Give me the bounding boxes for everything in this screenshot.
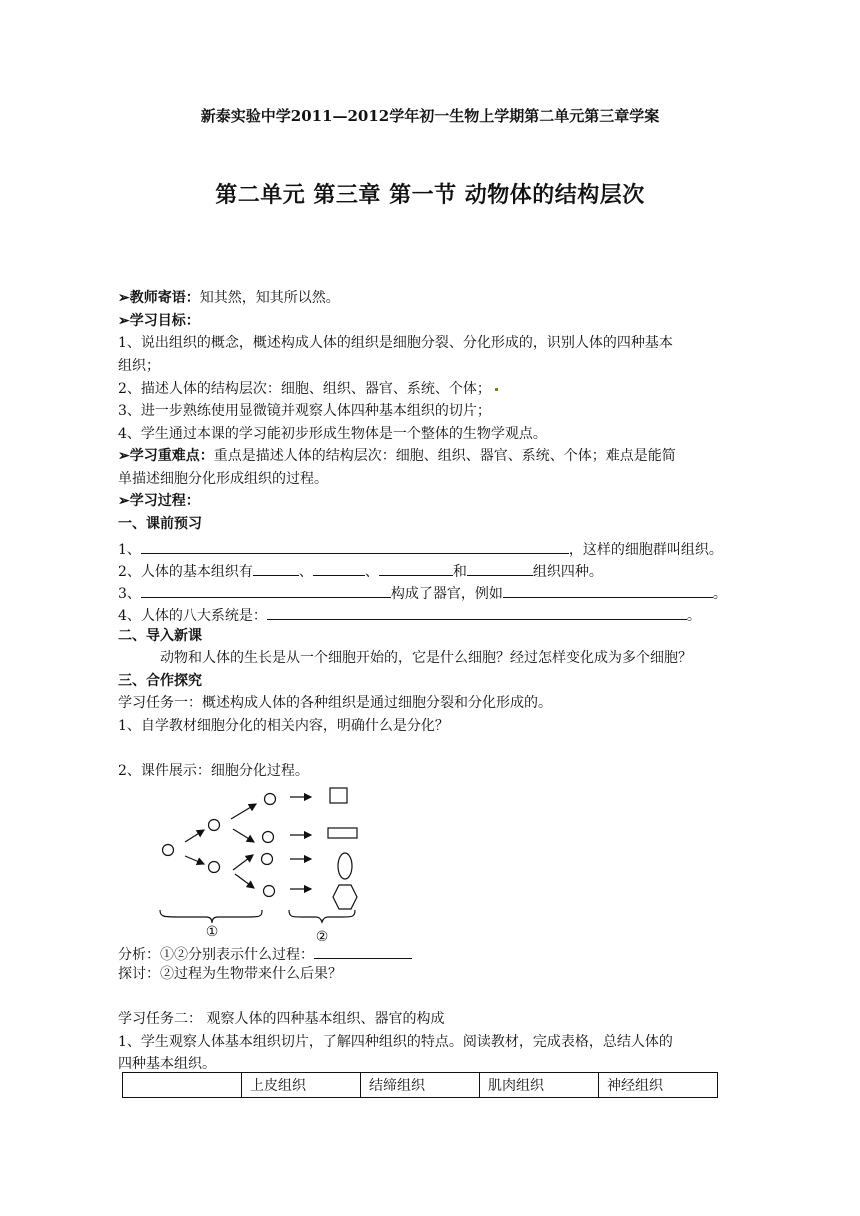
teacher-words bbox=[118, 288, 340, 308]
preview-q3 bbox=[118, 581, 727, 604]
table-header-row bbox=[123, 1073, 718, 1098]
q3-mid: 构成了器官，例如 bbox=[390, 586, 503, 602]
arrow-bullet-icon: ➢ bbox=[118, 493, 130, 509]
brace-1 bbox=[160, 910, 262, 923]
section-intro-title: 二、导入新课 bbox=[118, 628, 202, 644]
cell-circle bbox=[209, 820, 220, 831]
task2-text: 学习任务二： 观察人体的四种基本组织、器官的构成 bbox=[118, 1011, 445, 1027]
objective-text: 2、描述人体的结构层次：细胞、组织、器官、系统、个体； bbox=[118, 381, 491, 397]
table-header-cell: 上皮组织 bbox=[242, 1073, 361, 1098]
objective-line: 3、进一步熟练使用显微镜并观察人体四种基本组织的切片； bbox=[118, 403, 491, 419]
process-heading bbox=[118, 491, 200, 511]
q3-suffix: 。 bbox=[712, 586, 727, 602]
lesson-title: 第二单元 第三章 第一节 动物体的结构层次 bbox=[215, 182, 645, 208]
arrow-bullet-icon: ➢ bbox=[118, 313, 130, 329]
task1-q1: 1、自学教材细胞分化的相关内容，明确什么是分化？ bbox=[118, 718, 449, 734]
hexagon-cell-shape bbox=[333, 885, 357, 909]
analysis-text: 分析：①②分别表示什么过程： bbox=[118, 947, 314, 963]
discussion-question: 探讨：②过程为生物带来什么后果？ bbox=[118, 966, 342, 982]
q2-sep: 和 bbox=[452, 564, 467, 580]
task1-text: 学习任务一：概述构成人体的各种组织是通过细胞分裂和分化形成的。 bbox=[118, 695, 552, 711]
cell-circle bbox=[262, 854, 273, 865]
objectives-label: 学习目标： bbox=[129, 313, 200, 329]
oval-cell-shape bbox=[338, 853, 352, 879]
objective-line: 1、说出组织的概念，概述构成人体的组织是细胞分裂、分化形成的，识别人体的四种基本 bbox=[118, 335, 673, 351]
division-arrow bbox=[185, 830, 204, 842]
q2-prefix: 2、人体的基本组织有 bbox=[118, 564, 253, 580]
division-arrow bbox=[235, 874, 254, 888]
division-arrow bbox=[231, 804, 256, 819]
objective-line bbox=[118, 379, 498, 399]
analysis-question bbox=[118, 942, 412, 965]
preview-q2 bbox=[118, 559, 603, 582]
objective-line: 组织； bbox=[118, 358, 160, 374]
diagram-label-2: ② bbox=[315, 929, 329, 945]
division-arrow bbox=[185, 856, 204, 864]
analysis-blank[interactable] bbox=[314, 942, 412, 959]
task2-q1-line2: 四种基本组织。 bbox=[118, 1056, 216, 1072]
q2-blank-2[interactable] bbox=[313, 559, 365, 576]
q2-blank-4[interactable] bbox=[467, 559, 533, 576]
intro-text: 动物和人体的生长是从一个细胞开始的，它是什么细胞？经过怎样变化成为多个细胞？ bbox=[160, 650, 692, 666]
q1-blank[interactable] bbox=[141, 537, 569, 554]
document-header: 新泰实验中学2011—2012学年初一生物上学期第二单元第三章学案 bbox=[200, 107, 660, 125]
table-header-cell: 肌肉组织 bbox=[480, 1073, 599, 1098]
cell-circle bbox=[209, 862, 220, 873]
q3-prefix: 3、 bbox=[118, 586, 141, 602]
q2-suffix: 组织四种。 bbox=[532, 564, 603, 580]
q1-prefix: 1、 bbox=[118, 542, 141, 558]
preview-q1 bbox=[118, 537, 723, 560]
cell-differentiation-diagram bbox=[150, 778, 380, 948]
objective-line: 4、学生通过本课的学习能初步形成生物体是一个整体的生物学观点。 bbox=[118, 426, 547, 442]
q4-blank[interactable] bbox=[267, 603, 687, 620]
arrow-bullet-icon: ➢ bbox=[118, 290, 130, 306]
preview-q4 bbox=[118, 603, 701, 626]
table-header-cell bbox=[123, 1073, 242, 1098]
arrow-bullet-icon: ➢ bbox=[118, 448, 130, 464]
q4-prefix: 4、人体的八大系统是： bbox=[118, 608, 267, 624]
objectives-heading bbox=[118, 311, 200, 331]
rectangle-cell-shape bbox=[328, 828, 357, 838]
key-points-label: 学习重难点： bbox=[129, 448, 214, 464]
q3-blank-1[interactable] bbox=[141, 581, 391, 598]
cell-circle bbox=[264, 886, 275, 897]
task2-q1-line1: 1、学生观察人体基本组织切片，了解四种组织的特点。阅读教材，完成表格，总结人体的 bbox=[118, 1034, 673, 1050]
task1-q2: 2、课件展示：细胞分化过程。 bbox=[118, 763, 309, 779]
diagram-label-1: ① bbox=[205, 924, 219, 940]
q3-blank-2[interactable] bbox=[503, 581, 713, 598]
teacher-words-label: 教师寄语： bbox=[129, 290, 200, 306]
cell-circle bbox=[263, 832, 274, 843]
key-points bbox=[118, 446, 676, 466]
section-explore-title: 三、合作探究 bbox=[118, 673, 202, 689]
marker-dot bbox=[495, 388, 498, 391]
key-points-text: 重点是描述人体的结构层次：细胞、组织、器官、系统、个体；难点是能简 bbox=[213, 448, 676, 464]
q2-blank-3[interactable] bbox=[379, 559, 453, 576]
division-arrow bbox=[233, 829, 254, 842]
teacher-words-text: 知其然，知其所以然。 bbox=[199, 290, 340, 306]
cell-circle bbox=[163, 845, 174, 856]
q2-sep: 、 bbox=[364, 564, 379, 580]
square-cell-shape bbox=[330, 788, 347, 803]
cell-circle bbox=[265, 794, 276, 805]
tissue-table bbox=[122, 1072, 718, 1098]
brace-2 bbox=[289, 910, 355, 922]
q2-blank-1[interactable] bbox=[253, 559, 299, 576]
division-arrow bbox=[233, 855, 253, 870]
table-header-cell: 神经组织 bbox=[599, 1073, 718, 1098]
q2-sep: 、 bbox=[298, 564, 313, 580]
process-label: 学习过程： bbox=[129, 493, 200, 509]
q1-suffix: ，这样的细胞群叫组织。 bbox=[568, 542, 723, 558]
key-points-line2: 单描述细胞分化形成组织的过程。 bbox=[118, 471, 328, 487]
section-preview-title: 一、课前预习 bbox=[118, 516, 202, 532]
table-header-cell: 结缔组织 bbox=[361, 1073, 480, 1098]
q4-suffix: 。 bbox=[686, 608, 701, 624]
